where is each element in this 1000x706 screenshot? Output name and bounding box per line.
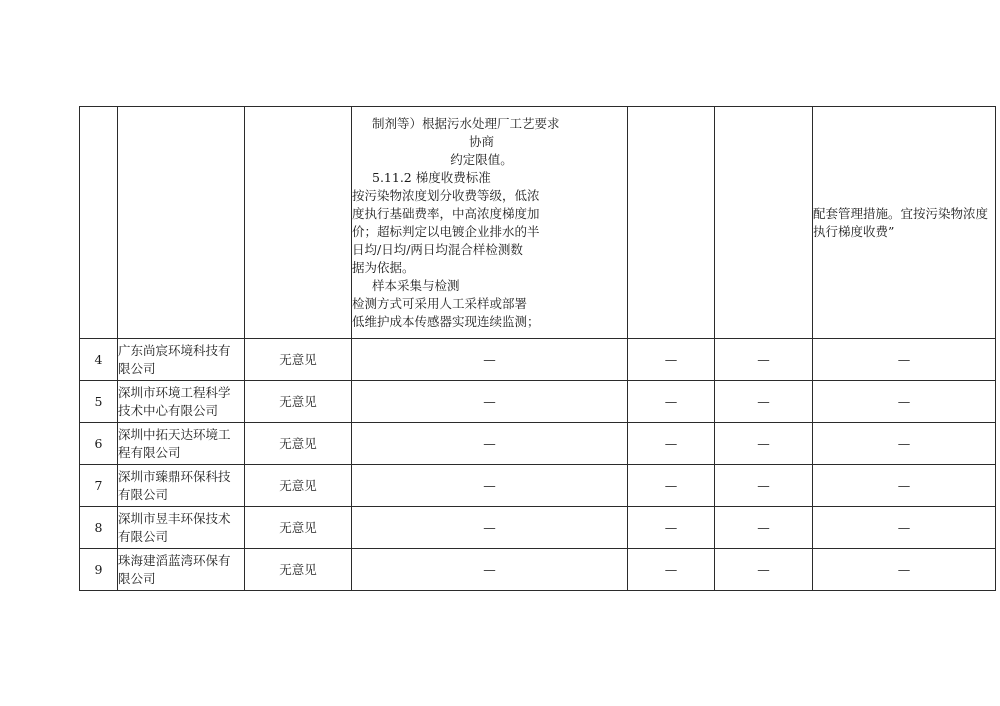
company-name xyxy=(118,339,245,381)
content-line: 据为依据。 xyxy=(352,259,415,275)
table-row xyxy=(80,549,996,591)
table-row xyxy=(80,339,996,381)
continuation-opinion-cell xyxy=(245,107,352,339)
dash-cell: — xyxy=(628,423,715,465)
company-name xyxy=(118,507,245,549)
opinion: 无意见 xyxy=(245,339,352,381)
dash-cell: — xyxy=(715,465,813,507)
content-line: 制剂等）根据污水处理厂工艺要求 xyxy=(372,115,560,131)
company-line: 深圳中拓天达环境工 xyxy=(118,426,231,442)
content-line: 检测方式可采用人工采样或部署 xyxy=(352,295,528,311)
continuation-num-cell xyxy=(80,107,118,339)
dash-cell: — xyxy=(352,507,628,549)
dash-cell: — xyxy=(628,549,715,591)
company-line: 限公司 xyxy=(118,570,156,586)
content-line: 度执行基础费率，中高浓度梯度加 xyxy=(352,205,540,221)
opinion: 无意见 xyxy=(245,549,352,591)
dash-cell: — xyxy=(813,507,996,549)
dash-cell: — xyxy=(715,549,813,591)
dash-cell: — xyxy=(628,339,715,381)
company-line: 深圳市环境工程科学 xyxy=(118,384,231,400)
row-number: 5 xyxy=(80,381,118,423)
company-line: 有限公司 xyxy=(118,486,169,502)
dash-cell: — xyxy=(813,381,996,423)
content-line: 样本采集与检测 xyxy=(372,277,460,293)
dash-cell: — xyxy=(813,339,996,381)
content-line: 价；超标判定以电镀企业排水的半 xyxy=(352,223,540,239)
row-number: 4 xyxy=(80,339,118,381)
dash-cell: — xyxy=(715,423,813,465)
opinion: 无意见 xyxy=(245,381,352,423)
continuation-content-cell xyxy=(352,107,628,339)
dash-cell: — xyxy=(628,465,715,507)
dash-cell: — xyxy=(715,507,813,549)
dash-cell: — xyxy=(352,465,628,507)
dash-cell: — xyxy=(352,339,628,381)
dash-cell: — xyxy=(813,549,996,591)
company-line: 广东尚宸环境科技有 xyxy=(118,342,231,358)
feedback-table xyxy=(79,106,996,591)
row-number: 7 xyxy=(80,465,118,507)
content-line: 5.11.2 梯度收费标准 xyxy=(372,169,491,185)
opinion: 无意见 xyxy=(245,507,352,549)
content-line: 日均/日均/两日均混合样检测数 xyxy=(352,241,523,257)
company-line: 限公司 xyxy=(118,360,156,376)
content-line: 协商 xyxy=(468,133,494,149)
opinion: 无意见 xyxy=(245,423,352,465)
dash-cell: — xyxy=(352,423,628,465)
dash-cell: — xyxy=(813,423,996,465)
content-line: 低维护成本传感器实现连续监测； xyxy=(352,313,540,329)
content-line: 约定限值。 xyxy=(450,151,513,167)
continuation-note-cell xyxy=(813,107,996,339)
table-row xyxy=(80,465,996,507)
company-name xyxy=(118,381,245,423)
dash-cell: — xyxy=(813,465,996,507)
dash-cell: — xyxy=(352,549,628,591)
company-name xyxy=(118,549,245,591)
company-line: 深圳市臻鼎环保科技 xyxy=(118,468,231,484)
continuation-blank-cell-2 xyxy=(715,107,813,339)
content-line: 按污染物浓度划分收费等级，低浓 xyxy=(352,187,540,203)
company-line: 技术中心有限公司 xyxy=(118,402,219,418)
note-line: 配套管理措施。宜按污染物浓度 xyxy=(813,205,989,221)
company-line: 程有限公司 xyxy=(118,444,181,460)
row-number: 9 xyxy=(80,549,118,591)
continuation-row xyxy=(80,107,996,339)
dash-cell: — xyxy=(628,381,715,423)
company-name xyxy=(118,423,245,465)
table-row xyxy=(80,423,996,465)
note-line: 执行梯度收费” xyxy=(813,223,895,239)
company-line: 珠海建滔蓝湾环保有 xyxy=(118,552,231,568)
continuation-blank-cell-1 xyxy=(628,107,715,339)
dash-cell: — xyxy=(628,507,715,549)
row-number: 6 xyxy=(80,423,118,465)
dash-cell: — xyxy=(352,381,628,423)
dash-cell: — xyxy=(715,381,813,423)
opinion: 无意见 xyxy=(245,465,352,507)
company-line: 深圳市昱丰环保技术 xyxy=(118,510,231,526)
continuation-company-cell xyxy=(118,107,245,339)
dash-cell: — xyxy=(715,339,813,381)
company-name xyxy=(118,465,245,507)
table-row xyxy=(80,507,996,549)
table-row xyxy=(80,381,996,423)
company-line: 有限公司 xyxy=(118,528,169,544)
row-number: 8 xyxy=(80,507,118,549)
